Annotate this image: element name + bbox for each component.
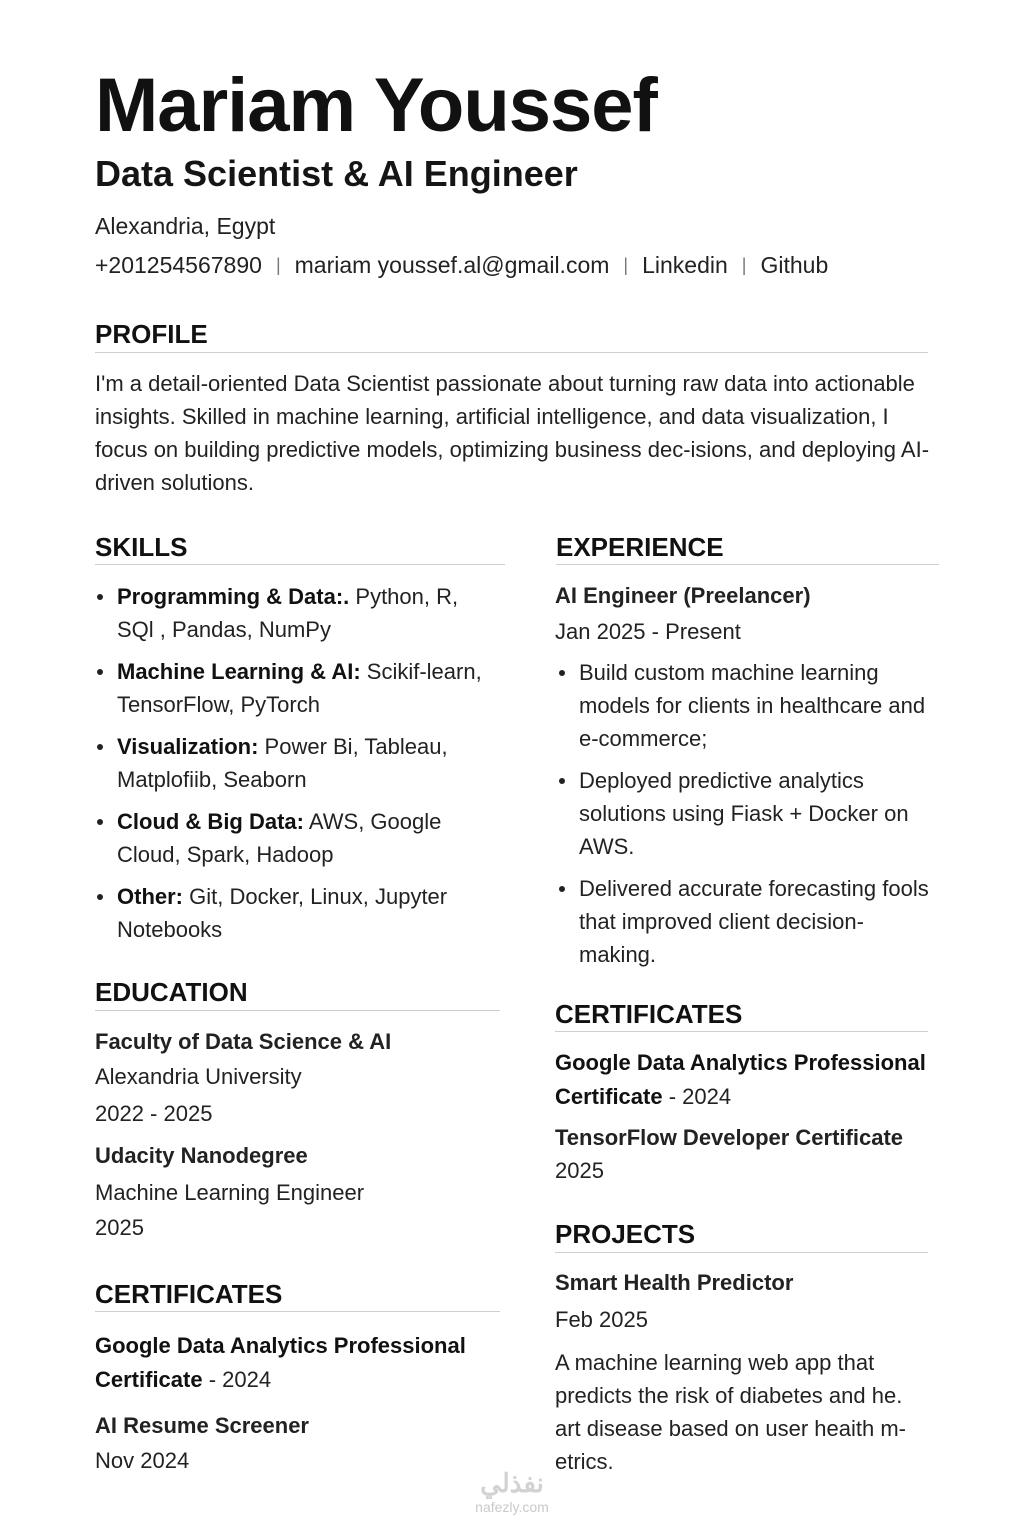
section-divider: [555, 1252, 928, 1253]
education-title: Udacity Nanodegree: [95, 1143, 308, 1168]
certificate-title: TensorFlow Developer Certificate: [555, 1125, 904, 1150]
education-subtitle: Machine Learning Engineer: [95, 1180, 365, 1205]
certificate-date: Nov 2024: [95, 1448, 190, 1473]
location: Alexandria, Egypt: [95, 213, 276, 239]
experience-date: Jan 2025 - Present: [555, 619, 741, 644]
separator: |: [741, 255, 747, 275]
separator: |: [275, 255, 281, 275]
section-divider: [95, 1311, 500, 1312]
experience-role: AI Engineer (Preelancer): [555, 583, 811, 608]
watermark: [452, 1468, 572, 1516]
experience-bullet: Deployed predictive analytics solutions using Fiask + Docker on AWS.: [557, 764, 929, 863]
skill-item: Visualization: Power Bi, Tableau, Matplofiib, Seaborn: [95, 730, 500, 796]
project-date: Feb 2025: [555, 1307, 648, 1332]
certificate-item: Google Data Analytics Professional Certificate - 2024: [555, 1050, 926, 1109]
skills-list: [95, 580, 500, 946]
section-divider: [95, 352, 928, 353]
experience-heading: EXPERIENCE: [556, 532, 724, 562]
education-heading: EDUCATION: [95, 977, 248, 1007]
section-divider: [556, 564, 939, 565]
watermark-site: nafezly.com: [475, 1499, 549, 1515]
phone: +201254567890: [95, 252, 262, 278]
email-link[interactable]: mariam youssef.al@gmail.com: [294, 252, 610, 278]
experience-bullet: Delivered accurate forecasting fools that improved client decision-making.: [557, 872, 929, 971]
experience-bullet: Build custom machine learning models for clients in healthcare and e-commerce;: [557, 656, 929, 755]
certificate-item: Google Data Analytics Professional Certificate - 2024: [95, 1333, 466, 1392]
skill-item: Other: Git, Docker, Linux, Jupyter Notebooks: [95, 880, 500, 946]
watermark-logo: نفذلي: [480, 1468, 544, 1498]
projects-heading: PROJECTS: [555, 1219, 696, 1249]
section-divider: [555, 1031, 928, 1032]
github-link[interactable]: Github: [760, 252, 829, 278]
profile-heading: PROFILE: [95, 319, 208, 349]
skill-item: Cloud & Big Data: AWS, Google Cloud, Spark, Hadoop: [95, 805, 500, 871]
separator: |: [623, 255, 629, 275]
skills-heading: SKILLS: [95, 532, 188, 562]
skill-item: Machine Learning & AI: Scikif-learn, TensorFlow, PyTorch: [95, 655, 500, 721]
experience-bullets: [557, 656, 929, 971]
education-subtitle: Alexandria University: [95, 1064, 302, 1089]
certificates-heading: CERTIFICATES: [95, 1279, 283, 1309]
linkedin-link[interactable]: Linkedin: [642, 252, 728, 278]
education-title: Faculty of Data Science & AI: [95, 1029, 392, 1054]
education-date: 2022 - 2025: [95, 1101, 213, 1126]
skill-item: Programming & Data:. Python, R, SQl , Pandas, NumPy: [95, 580, 500, 646]
section-divider: [95, 564, 505, 565]
certificates-heading: CERTIFICATES: [555, 999, 743, 1029]
certificate-title: AI Resume Screener: [95, 1413, 309, 1438]
candidate-name: Mariam Youssef: [95, 63, 657, 148]
job-title: Data Scientist & AI Engineer: [95, 153, 578, 194]
certificate-date: 2025: [555, 1158, 604, 1183]
education-date: 2025: [95, 1215, 144, 1240]
contact-line: [95, 249, 828, 283]
profile-text: I'm a detail-oriented Data Scientist passionate about turning raw data into actionable insights. Skilled in machine learning, artificial intelligence, and data visualization, I focus on building predictive models, optimizing business dec-isions, and deploying AI-driven solutions.: [95, 371, 930, 495]
section-divider: [95, 1010, 500, 1011]
project-title: Smart Health Predictor: [555, 1270, 794, 1295]
project-description: A machine learning web app that predicts the risk of diabetes and he. art disease based on user heaith m-etrics.: [555, 1350, 906, 1474]
